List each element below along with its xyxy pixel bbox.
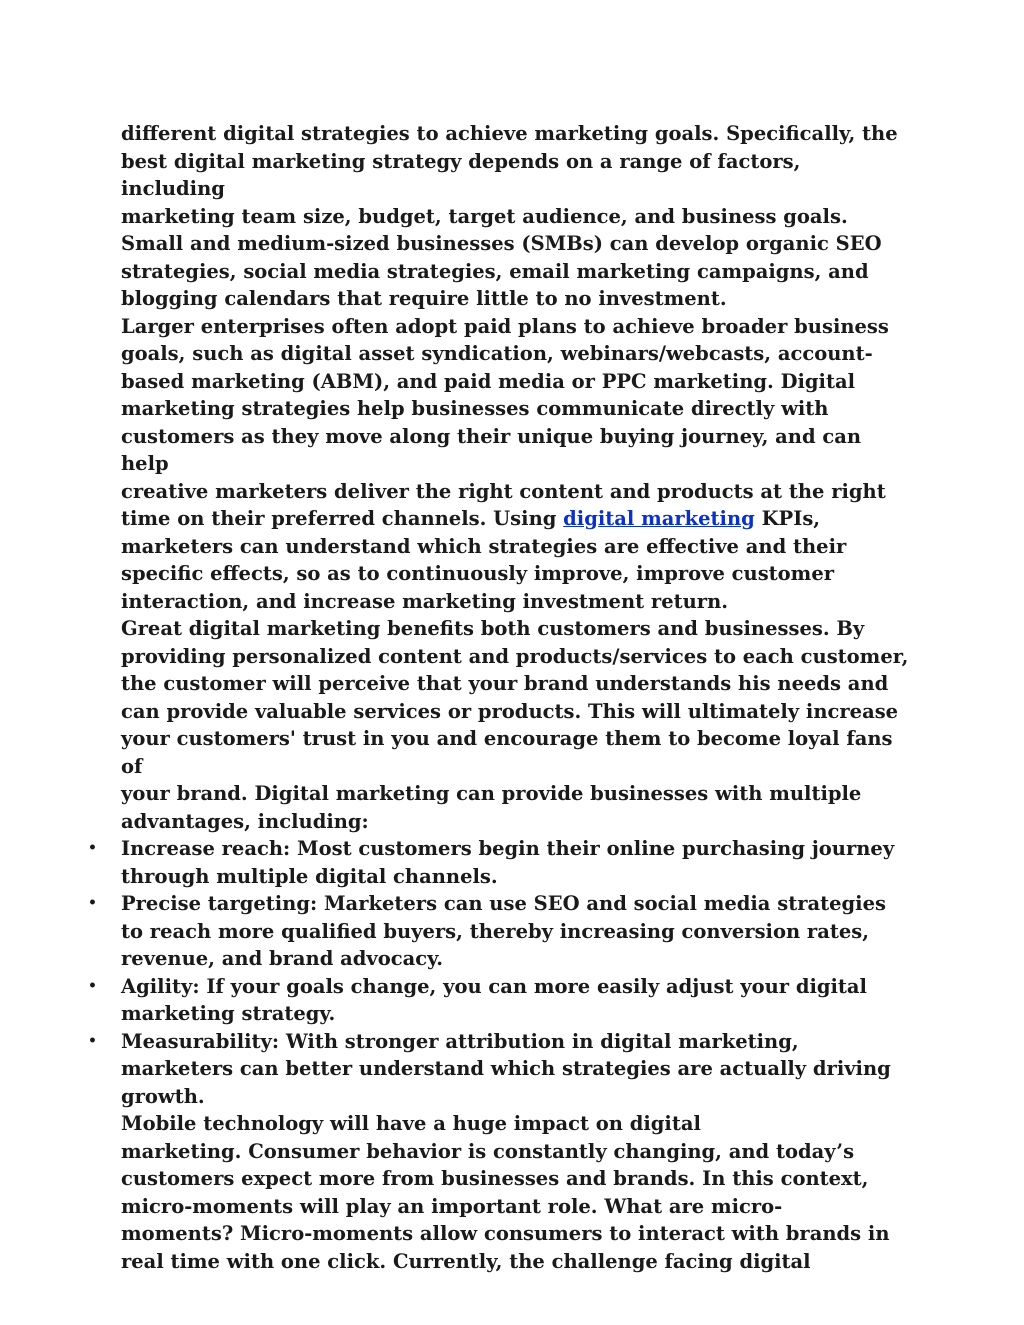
- paragraph-enterprise-strategies: [121, 313, 911, 616]
- list-item-precise-targeting: [88, 890, 911, 973]
- list-item-increase-reach: [88, 835, 911, 890]
- paragraph-text-before-link: Larger enterprises often adopt paid plans to achieve broader business goals, such as digital asset syndication, webinars/webcasts, account- based marketing (ABM), and paid media or PPC marketing. Digital marketing strategies help businesses communicate directly with customers as they move along their unique buying journey, and can help creative marketers deliver the right content and products at the right time on their preferred channels. Using: [121, 314, 889, 530]
- paragraph-text-after-link: KPIs, marketers can understand which strategies are effective and their specific effects, so as to continuously improve, improve customer interaction, and increase marketing investment return.: [121, 507, 847, 613]
- paragraph-benefits: Great digital marketing benefits both customers and businesses. By providing personalized content and products/services to each customer, the customer will perceive that your brand understands his needs and can provide valuable services or products. This will ultimately increase your customers' trust in you and encourage them to become loyal fans of your brand. Digital marketing can provide businesses with multiple advantages, including:: [121, 617, 909, 833]
- list-item-text: Increase reach: Most customers begin their online purchasing journey through multiple digital channels.: [121, 837, 895, 888]
- list-item-text: Agility: If your goals change, you can more easily adjust your digital marketing strategy.: [121, 974, 867, 1025]
- document-page: [88, 120, 911, 1275]
- bullet-point: •: [88, 1032, 97, 1049]
- advantages-list: [88, 835, 911, 1110]
- paragraph-smb-strategies: Small and medium-sized businesses (SMBs) can develop organic SEO strategies, social media strategies, email marketing campaigns, and blogging calendars that require little to no investment.: [121, 232, 882, 310]
- bullet-point: •: [88, 840, 97, 856]
- paragraph-strategies-factors: different digital strategies to achieve marketing goals. Specifically, the best digital marketing strategy depends on a range of factors, including marketing team size, budget, target audience, and business goals.: [121, 122, 898, 228]
- list-item-text: Measurability: With stronger attribution in digital marketing, marketers can better understand which strategies are actually driving growth.: [121, 1029, 891, 1108]
- paragraph-mobile-technology: Mobile technology will have a huge impact on digital marketing. Consumer behavior is constantly changing, and today’s customers expect more from businesses and brands. In this context, micro-moments will play an important role. What are micro- moments? Micro-moments allow consumers to interact with brands in real time with one click. Currently, the challenge facing digital: [121, 1112, 890, 1273]
- bullet-point: •: [88, 977, 97, 994]
- digital-marketing-link[interactable]: digital marketing: [563, 507, 755, 530]
- list-item-measurability: [88, 1028, 911, 1111]
- list-item-agility: [88, 973, 911, 1028]
- list-item-text: Precise targeting: Marketers can use SEO and social media strategies to reach more qualified buyers, thereby increasing conversion rates, revenue, and brand advocacy.: [121, 892, 886, 970]
- bullet-point: •: [88, 895, 97, 911]
